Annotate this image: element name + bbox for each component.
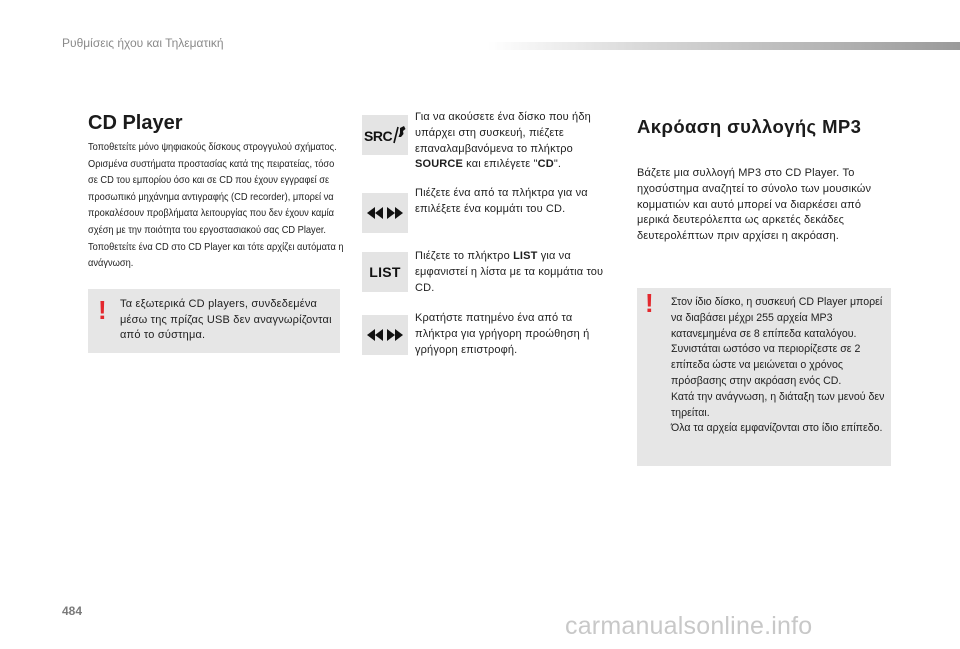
- source-key-label: SOURCE: [415, 158, 463, 171]
- usb-warning-note: [88, 289, 340, 353]
- instruction-source: Για να ακούσετε ένα δίσκο που ήδη υπάρχει στη συσκευή, πιέζετε επαναλαμβανόμενα το πλήκτρο SOURCE και επιλέγετε "CD".: [415, 111, 591, 171]
- src-phone-icon: [363, 123, 407, 147]
- instruction-list: Πιέζετε το πλήκτρο LIST για να εμφανιστεί η λίστα με τα κομμάτια του CD.: [415, 250, 604, 294]
- watermark: carmanualsonline.info: [565, 612, 813, 640]
- header-gradient-bar: [488, 42, 960, 50]
- intro-paragraph: Τοποθετείτε μόνο ψηφιακούς δίσκους στρογγυλού σχήματος.: [88, 142, 337, 153]
- cd-source-label: CD: [537, 158, 554, 171]
- fast-seek-buttons-icon: [362, 315, 408, 355]
- warning-icon: !: [645, 288, 654, 318]
- intro-paragraph: Ορισμένα συστήματα προστασίας κατά της πειρατείας, τόσο σε CD του εμπορίου όσο και σε CD που έχουν εγγραφεί σε προσωπικό μηχάνημα αντιγραφής (CD recorder), μπορεί να προκαλέσουν προβλήματα λειτουργίας που δεν έχουν καμία σχέση με την ποιότητα του εργοστασιακού σας CD Player.: [88, 158, 335, 236]
- src-phone-button-icon: [362, 115, 408, 155]
- list-icon-label: LIST: [369, 264, 401, 280]
- skip-arrows-icon: [365, 205, 405, 221]
- track-skip-buttons-icon: [362, 193, 408, 233]
- cd-player-heading: CD Player: [88, 112, 183, 134]
- note-paragraph: Στον ίδιο δίσκο, η συσκευή CD Player μπορεί να διαβάσει μέχρι 255 αρχεία MP3 κατανεμημένα σε 8 επίπεδα καταλόγου.: [671, 296, 883, 340]
- section-title: Ρυθμίσεις ήχου και Τηλεματική: [62, 36, 224, 50]
- list-key-label: LIST: [513, 250, 538, 262]
- page-number: 484: [62, 604, 83, 618]
- mp3-description: Βάζετε μια συλλογή MP3 στο CD Player. Το ηχοσύστημα αναζητεί το σύνολο των μουσικών κομματιών και αυτό μπορεί να διαρκέσει από μερικά δευτερόλεπτα ως αρκετές δεκάδες δευτερολέπτων πριν αρχίσει η ακρόαση.: [637, 167, 872, 243]
- instruction-fast-seek: Κρατήστε πατημένο ένα από τα πλήκτρα για γρήγορη προώθηση ή γρήγορη επιστροφή.: [415, 312, 590, 356]
- cd-player-intro: [88, 140, 345, 273]
- seek-arrows-icon: [365, 327, 405, 343]
- note-paragraph: Κατά την ανάγνωση, η διάταξη των μενού δεν τηρείται.: [671, 390, 885, 419]
- instruction-track-select: Πιέζετε ένα από τα πλήκτρα για να επιλέξετε ένα κομμάτι του CD.: [415, 187, 588, 215]
- mp3-warning-text: [671, 295, 887, 437]
- note-paragraph: Όλα τα αρχεία εμφανίζονται στο ίδιο επίπεδο.: [671, 422, 883, 435]
- mp3-warning-note: [637, 288, 891, 466]
- note-paragraph: Συνιστάται ωστόσο να περιορίζεστε σε 2 επίπεδα ώστε να μειώνεται ο χρόνος πρόσβασης στην ακρόαση ενός CD.: [671, 343, 861, 387]
- src-icon-label: SRC: [364, 128, 393, 144]
- list-button-icon: [362, 252, 408, 292]
- usb-warning-text: Τα εξωτερικά CD players, συνδεδεμένα μέσω της πρίζας USB δεν αναγνωρίζονται από το σύστημα.: [120, 298, 332, 341]
- intro-paragraph: Τοποθετείτε ένα CD στο CD Player και τότε αρχίζει αυτόματα η ανάγνωση.: [88, 241, 344, 270]
- mp3-heading: Ακρόαση συλλογής MP3: [637, 116, 862, 137]
- warning-icon: !: [98, 295, 107, 325]
